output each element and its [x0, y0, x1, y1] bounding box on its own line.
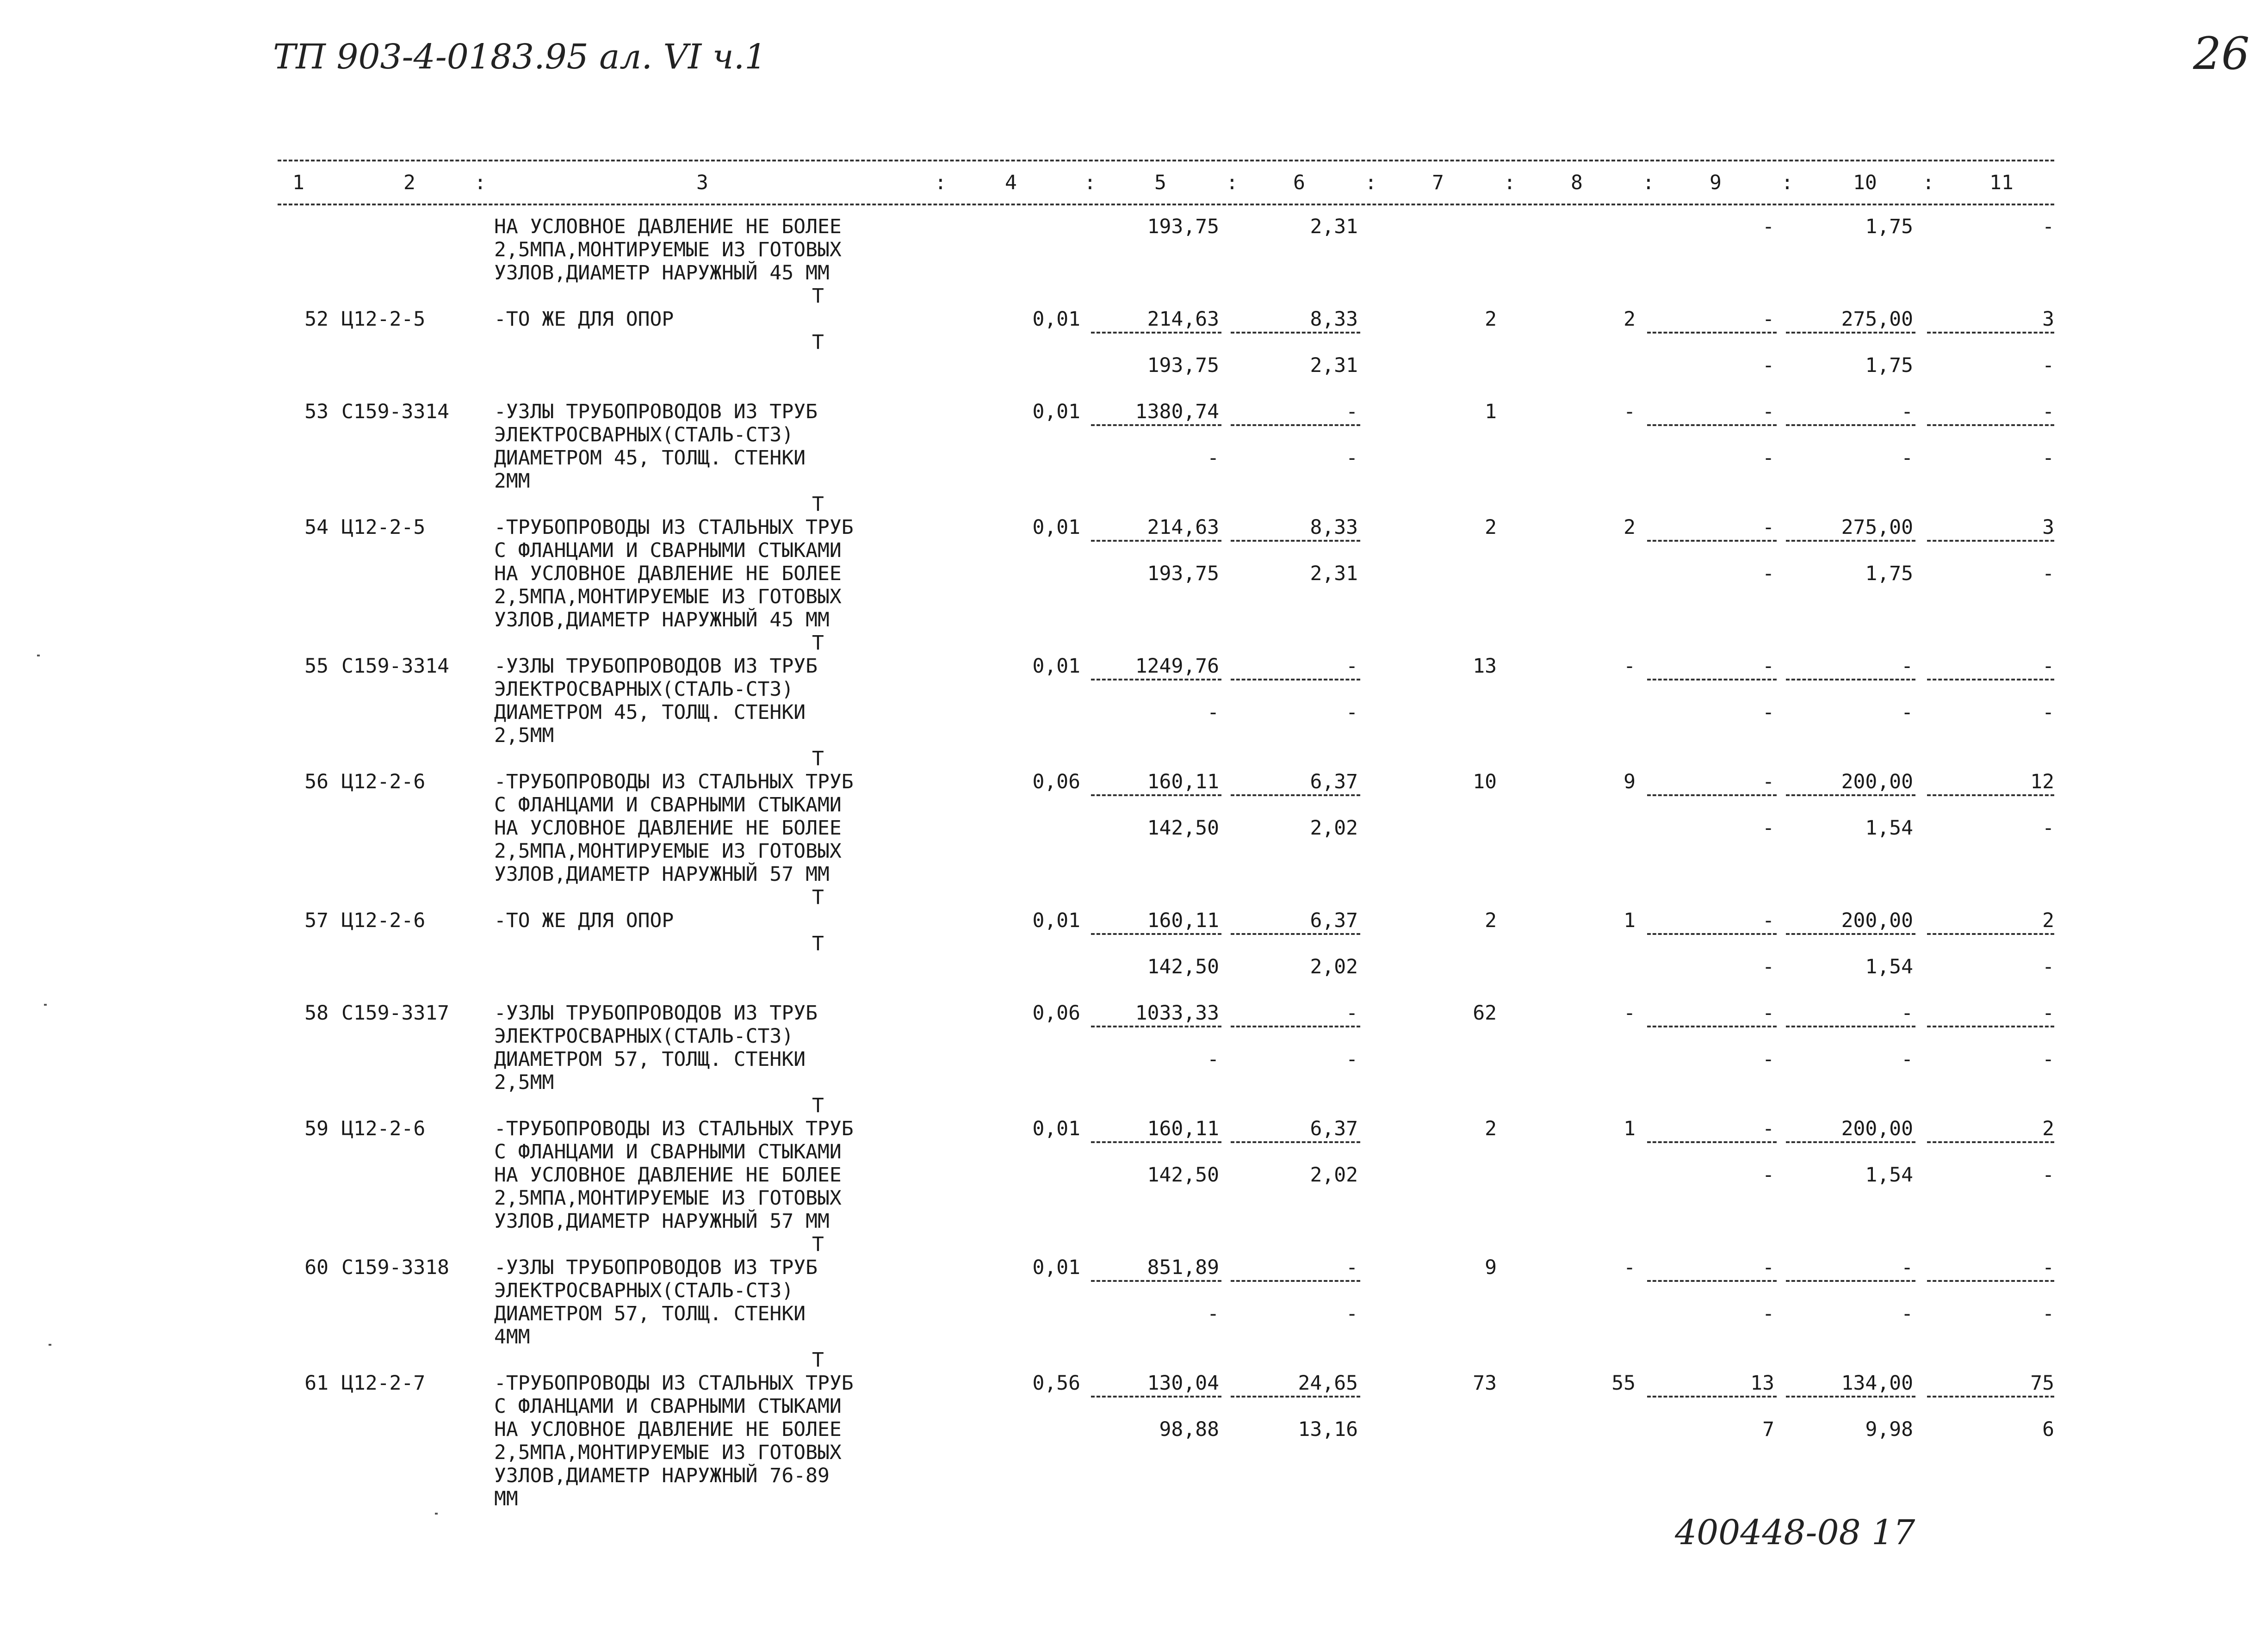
row-description-line: 4ММ [494, 1325, 530, 1348]
cell-c8: - [1624, 1256, 1636, 1279]
row-description-line: -ТРУБОПРОВОДЫ ИЗ СТАЛЬНЫХ ТРУБ [494, 1117, 854, 1140]
cell-c11-lower: - [2042, 354, 2054, 377]
subtotal-separator [1091, 794, 1221, 796]
cell-c11-lower: 6 [2042, 1418, 2054, 1441]
column-header-2: 2 [403, 171, 415, 194]
subtotal-separator [1786, 933, 1915, 935]
row-description-line: УЗЛОВ,ДИАМЕТР НАРУЖНЫЙ 57 ММ [494, 863, 830, 886]
row-code: С159-3314 [341, 400, 449, 423]
row-description-line: 2,5МПА,МОНТИРУЕМЫЕ ИЗ ГОТОВЫХ [494, 1441, 842, 1464]
subtotal-separator [1927, 1280, 2054, 1282]
cell-c11-lower: - [2042, 701, 2054, 724]
row-description-line: 2,5ММ [494, 724, 554, 747]
cell-c5-lower: - [1207, 1302, 1219, 1325]
cell-c5: 214,63 [1147, 516, 1219, 539]
row-unit: Т [812, 932, 824, 955]
scan-speck [37, 655, 40, 656]
cell-c11-lower: - [2042, 446, 2054, 470]
cell-c8: 9 [1624, 770, 1636, 793]
cell-c9-lower: 7 [1762, 1418, 1774, 1441]
cell-c10-lower: - [1901, 446, 1913, 470]
row-unit: Т [812, 1094, 824, 1117]
row-unit: Т [812, 493, 824, 516]
scan-speck [49, 1344, 51, 1346]
cell-c10: 275,00 [1841, 516, 1913, 539]
scan-speck [44, 1004, 47, 1006]
cell-c6: - [1346, 1256, 1358, 1279]
cell-c5-lower: - [1207, 701, 1219, 724]
subtotal-separator [1231, 1026, 1360, 1027]
cell-c10-lower: - [1901, 1302, 1913, 1325]
cell-c5: 1249,76 [1135, 655, 1219, 678]
cell-c6-lower: 2,31 [1310, 354, 1358, 377]
subtotal-separator [1231, 794, 1360, 796]
cell-c6-lower: 13,16 [1298, 1418, 1358, 1441]
cell-c5: 160,11 [1147, 1117, 1219, 1140]
cell-c5: 1380,74 [1135, 400, 1219, 423]
cell-c10: 134,00 [1841, 1372, 1913, 1395]
subtotal-separator [1647, 332, 1777, 334]
cell-c9: 13 [1750, 1372, 1774, 1395]
cell-c7: 2 [1485, 308, 1497, 331]
cell-c10-lower: 1,75 [1865, 215, 1913, 238]
subtotal-separator [1231, 540, 1360, 542]
column-header-7: 7 [1432, 171, 1444, 194]
cell-c5-lower: 142,50 [1147, 1163, 1219, 1187]
cell-c6-lower: 2,02 [1310, 1163, 1358, 1187]
subtotal-separator [1786, 794, 1915, 796]
row-description-line: 2,5МПА,МОНТИРУЕМЫЕ ИЗ ГОТОВЫХ [494, 840, 842, 863]
subtotal-separator [1091, 1396, 1221, 1398]
subtotal-separator [1091, 1141, 1221, 1143]
cell-c11: 2 [2042, 1117, 2054, 1140]
cell-c4: 0,01 [1032, 400, 1080, 423]
cell-c11-lower: - [2042, 1048, 2054, 1071]
subtotal-separator [1927, 679, 2054, 680]
subtotal-separator [1647, 1280, 1777, 1282]
cell-c4: 0,56 [1032, 1372, 1080, 1395]
row-description-line: УЗЛОВ,ДИАМЕТР НАРУЖНЫЙ 76-89 [494, 1464, 830, 1487]
cell-c5-lower: 142,50 [1147, 816, 1219, 840]
row-unit: Т [812, 747, 824, 770]
row-code: Ц12-2-5 [341, 516, 426, 539]
cell-c5-lower: - [1207, 1048, 1219, 1071]
cell-c10: - [1901, 400, 1913, 423]
row-code: Ц12-2-6 [341, 770, 426, 793]
cell-c6: 6,37 [1310, 1117, 1358, 1140]
subtotal-separator [1231, 1280, 1360, 1282]
cell-c11: - [2042, 1256, 2054, 1279]
row-description-line: ДИАМЕТРОМ 45, ТОЛЩ. СТЕНКИ [494, 701, 806, 724]
cell-c4: 0,01 [1032, 1117, 1080, 1140]
cell-c6-lower: 2,31 [1310, 215, 1358, 238]
row-description-line: ЭЛЕКТРОСВАРНЫХ(СТАЛЬ-СТ3) [494, 678, 794, 701]
row-number: 55 [304, 655, 328, 678]
subtotal-separator [1091, 1280, 1221, 1282]
cell-c11-lower: - [2042, 816, 2054, 840]
row-description-line: -УЗЛЫ ТРУБОПРОВОДОВ ИЗ ТРУБ [494, 1256, 818, 1279]
subtotal-separator [1091, 332, 1221, 334]
row-description-line: ДИАМЕТРОМ 57, ТОЛЩ. СТЕНКИ [494, 1048, 806, 1071]
cell-c10: - [1901, 655, 1913, 678]
row-number: 61 [304, 1372, 328, 1395]
row-description-line: -ТО ЖЕ ДЛЯ ОПОР [494, 308, 674, 331]
subtotal-separator [1231, 1141, 1360, 1143]
cell-c8: - [1624, 1002, 1636, 1025]
column-header-6: 6 [1293, 171, 1305, 194]
cell-c5-lower: 193,75 [1147, 562, 1219, 585]
row-description-line: -УЗЛЫ ТРУБОПРОВОДОВ ИЗ ТРУБ [494, 400, 818, 423]
cell-c6: 8,33 [1310, 516, 1358, 539]
cell-c6-lower: - [1346, 1302, 1358, 1325]
cell-c11-lower: - [2042, 562, 2054, 585]
cell-c11: - [2042, 655, 2054, 678]
column-separator: : [935, 171, 947, 194]
cell-c5-lower: 142,50 [1147, 955, 1219, 978]
cell-c10: 200,00 [1841, 770, 1913, 793]
footer-code: 400448-08 17 [1675, 1513, 1915, 1552]
row-number: 59 [304, 1117, 328, 1140]
cell-c8: - [1624, 400, 1636, 423]
cell-c5: 1033,33 [1135, 1002, 1219, 1025]
row-description-line: НА УСЛОВНОЕ ДАВЛЕНИЕ НЕ БОЛЕЕ [494, 1163, 842, 1187]
cell-c7: 2 [1485, 516, 1497, 539]
cell-c6-lower: 2,02 [1310, 816, 1358, 840]
subtotal-separator [1786, 332, 1915, 334]
header-top-rule [278, 160, 2054, 161]
subtotal-separator [1091, 540, 1221, 542]
cell-c10-lower: 1,54 [1865, 955, 1913, 978]
row-code: С159-3314 [341, 655, 449, 678]
cell-c7: 1 [1485, 400, 1497, 423]
subtotal-separator [1786, 424, 1915, 426]
subtotal-separator [1786, 679, 1915, 680]
row-description-line: ЭЛЕКТРОСВАРНЫХ(СТАЛЬ-СТ3) [494, 1025, 794, 1048]
row-unit: Т [812, 1233, 824, 1256]
subtotal-separator [1231, 933, 1360, 935]
row-description-line: С ФЛАНЦАМИ И СВАРНЫМИ СТЫКАМИ [494, 1395, 842, 1418]
cell-c11: 3 [2042, 308, 2054, 331]
row-description-line: ЭЛЕКТРОСВАРНЫХ(СТАЛЬ-СТ3) [494, 423, 794, 446]
row-number: 60 [304, 1256, 328, 1279]
cell-c6-lower: 2,31 [1310, 562, 1358, 585]
cell-c11: - [2042, 400, 2054, 423]
row-description-line: С ФЛАНЦАМИ И СВАРНЫМИ СТЫКАМИ [494, 793, 842, 816]
row-description-line: 2,5ММ [494, 1071, 554, 1094]
cell-c11-lower: - [2042, 1163, 2054, 1187]
subtotal-separator [1091, 679, 1221, 680]
subtotal-separator [1231, 1396, 1360, 1398]
cell-c9: - [1762, 516, 1774, 539]
subtotal-separator [1091, 933, 1221, 935]
cell-c6: 24,65 [1298, 1372, 1358, 1395]
cell-c4: 0,01 [1032, 516, 1080, 539]
cell-c11: 3 [2042, 516, 2054, 539]
cell-c11: 12 [2030, 770, 2054, 793]
column-header-11: 11 [1989, 171, 2014, 194]
cell-c10-lower: 1,75 [1865, 354, 1913, 377]
subtotal-separator [1927, 424, 2054, 426]
column-header-1: 1 [292, 171, 304, 194]
subtotal-separator [1927, 1396, 2054, 1398]
subtotal-separator [1786, 1141, 1915, 1143]
cell-c4: 0,01 [1032, 909, 1080, 932]
cell-c10: 275,00 [1841, 308, 1913, 331]
cell-c10: 200,00 [1841, 909, 1913, 932]
column-separator: : [1365, 171, 1377, 194]
cell-c4: 0,01 [1032, 308, 1080, 331]
subtotal-separator [1786, 540, 1915, 542]
row-unit: Т [812, 631, 824, 655]
cell-c11: - [2042, 1002, 2054, 1025]
page-number: 26 [2193, 28, 2250, 80]
cell-c7: 62 [1473, 1002, 1497, 1025]
cell-c8: - [1624, 655, 1636, 678]
cell-c6: 8,33 [1310, 308, 1358, 331]
cell-c6: - [1346, 400, 1358, 423]
column-header-10: 10 [1853, 171, 1877, 194]
header-stamp: ТП 903-4-0183.95 ал. VI ч.1 [273, 37, 767, 77]
row-unit: Т [812, 1348, 824, 1372]
cell-c9: - [1762, 1117, 1774, 1140]
row-description-line: 2,5МПА,МОНТИРУЕМЫЕ ИЗ ГОТОВЫХ [494, 1187, 842, 1210]
row-code: С159-3317 [341, 1002, 449, 1025]
column-separator: : [1226, 171, 1238, 194]
cell-c10-lower: 1,54 [1865, 1163, 1913, 1187]
subtotal-separator [1927, 540, 2054, 542]
column-separator: : [474, 171, 486, 194]
row-description-line: С ФЛАНЦАМИ И СВАРНЫМИ СТЫКАМИ [494, 539, 842, 562]
cell-c9-lower: - [1762, 1048, 1774, 1071]
cell-c5: 130,04 [1147, 1372, 1219, 1395]
row-description-line: УЗЛОВ,ДИАМЕТР НАРУЖНЫЙ 57 ММ [494, 1210, 830, 1233]
cell-c5-lower: - [1207, 446, 1219, 470]
column-separator: : [1084, 171, 1096, 194]
subtotal-separator [1786, 1396, 1915, 1398]
column-separator: : [1922, 171, 1934, 194]
row-description-line: 2ММ [494, 470, 530, 493]
cell-c7: 13 [1473, 655, 1497, 678]
subtotal-separator [1927, 332, 2054, 334]
cell-c8: 55 [1611, 1372, 1636, 1395]
cell-c11-lower: - [2042, 215, 2054, 238]
column-header-4: 4 [1005, 171, 1017, 194]
cell-c10-lower: 1,75 [1865, 562, 1913, 585]
cell-c9: - [1762, 308, 1774, 331]
subtotal-separator [1927, 933, 2054, 935]
subtotal-separator [1231, 679, 1360, 680]
cell-c5: 851,89 [1147, 1256, 1219, 1279]
cell-c4: 0,01 [1032, 655, 1080, 678]
cell-c9-lower: - [1762, 701, 1774, 724]
cell-c10: - [1901, 1002, 1913, 1025]
subtotal-separator [1927, 1141, 2054, 1143]
subtotal-separator [1647, 679, 1777, 680]
cell-c6-lower: - [1346, 701, 1358, 724]
subtotal-separator [1647, 1396, 1777, 1398]
row-description-line: НА УСЛОВНОЕ ДАВЛЕНИЕ НЕ БОЛЕЕ [494, 816, 842, 840]
cell-c10-lower: - [1901, 1048, 1913, 1071]
cell-c9: - [1762, 400, 1774, 423]
scan-speck [435, 1513, 438, 1515]
subtotal-separator [1647, 794, 1777, 796]
row-number: 57 [304, 909, 328, 932]
column-separator: : [1504, 171, 1516, 194]
subtotal-separator [1647, 540, 1777, 542]
row-description-line: С ФЛАНЦАМИ И СВАРНЫМИ СТЫКАМИ [494, 1140, 842, 1163]
cell-c11: 75 [2030, 1372, 2054, 1395]
subtotal-separator [1927, 1026, 2054, 1027]
subtotal-separator [1786, 1280, 1915, 1282]
column-header-3: 3 [696, 171, 708, 194]
row-description-line: УЗЛОВ,ДИАМЕТР НАРУЖНЫЙ 45 ММ [494, 608, 830, 631]
row-description-line: 2,5МПА,МОНТИРУЕМЫЕ ИЗ ГОТОВЫХ [494, 585, 842, 608]
cell-c4: 0,06 [1032, 770, 1080, 793]
row-description-line: ММ [494, 1487, 518, 1510]
row-number: 58 [304, 1002, 328, 1025]
subtotal-separator [1647, 424, 1777, 426]
cell-c4: 0,06 [1032, 1002, 1080, 1025]
row-code: Ц12-2-5 [341, 308, 426, 331]
cell-c10-lower: 1,54 [1865, 816, 1913, 840]
cell-c11-lower: - [2042, 955, 2054, 978]
row-description-line: ДИАМЕТРОМ 57, ТОЛЩ. СТЕНКИ [494, 1302, 806, 1325]
cell-c7: 2 [1485, 1117, 1497, 1140]
row-unit: Т [812, 886, 824, 909]
column-header-9: 9 [1710, 171, 1722, 194]
subtotal-separator [1647, 1141, 1777, 1143]
subtotal-separator [1091, 1026, 1221, 1027]
cell-c9: - [1762, 770, 1774, 793]
cell-c9-lower: - [1762, 1163, 1774, 1187]
cell-c6: 6,37 [1310, 770, 1358, 793]
subtotal-separator [1927, 794, 2054, 796]
cell-c10: 200,00 [1841, 1117, 1913, 1140]
cell-c6: - [1346, 1002, 1358, 1025]
cell-c7: 2 [1485, 909, 1497, 932]
cell-c7: 10 [1473, 770, 1497, 793]
cell-c5-lower: 98,88 [1159, 1418, 1219, 1441]
cell-c5-lower: 193,75 [1147, 354, 1219, 377]
cell-c9-lower: - [1762, 562, 1774, 585]
cell-c5: 160,11 [1147, 909, 1219, 932]
header-bottom-rule [278, 204, 2054, 205]
row-description-line: -ТО ЖЕ ДЛЯ ОПОР [494, 909, 674, 932]
row-description-line: НА УСЛОВНОЕ ДАВЛЕНИЕ НЕ БОЛЕЕ [494, 562, 842, 585]
row-unit: Т [812, 285, 824, 308]
cell-c5-lower: 193,75 [1147, 215, 1219, 238]
row-description-line: УЗЛОВ,ДИАМЕТР НАРУЖНЫЙ 45 ММ [494, 261, 830, 285]
column-separator: : [1642, 171, 1655, 194]
subtotal-separator [1091, 424, 1221, 426]
subtotal-separator [1647, 933, 1777, 935]
cell-c8: 2 [1624, 308, 1636, 331]
cell-c9-lower: - [1762, 955, 1774, 978]
subtotal-separator [1231, 332, 1360, 334]
cell-c9: - [1762, 1256, 1774, 1279]
row-code: Ц12-2-6 [341, 1117, 426, 1140]
cell-c7: 73 [1473, 1372, 1497, 1395]
row-description-line: -УЗЛЫ ТРУБОПРОВОДОВ ИЗ ТРУБ [494, 1002, 818, 1025]
row-unit: Т [812, 331, 824, 354]
cell-c9-lower: - [1762, 354, 1774, 377]
subtotal-separator [1647, 1026, 1777, 1027]
cell-c11-lower: - [2042, 1302, 2054, 1325]
cell-c6: - [1346, 655, 1358, 678]
row-description-line: НА УСЛОВНОЕ ДАВЛЕНИЕ НЕ БОЛЕЕ [494, 215, 842, 238]
cell-c9: - [1762, 909, 1774, 932]
row-number: 54 [304, 516, 328, 539]
cell-c9-lower: - [1762, 215, 1774, 238]
row-code: Ц12-2-6 [341, 909, 426, 932]
cell-c8: 1 [1624, 909, 1636, 932]
subtotal-separator [1231, 424, 1360, 426]
cell-c8: 1 [1624, 1117, 1636, 1140]
cell-c11: 2 [2042, 909, 2054, 932]
cell-c6-lower: 2,02 [1310, 955, 1358, 978]
cell-c6-lower: - [1346, 1048, 1358, 1071]
cell-c9-lower: - [1762, 446, 1774, 470]
cell-c5: 160,11 [1147, 770, 1219, 793]
cell-c4: 0,01 [1032, 1256, 1080, 1279]
cell-c6: 6,37 [1310, 909, 1358, 932]
row-number: 52 [304, 308, 328, 331]
cell-c5: 214,63 [1147, 308, 1219, 331]
subtotal-separator [1786, 1026, 1915, 1027]
row-code: Ц12-2-7 [341, 1372, 426, 1395]
cell-c9: - [1762, 655, 1774, 678]
cell-c9-lower: - [1762, 816, 1774, 840]
row-code: С159-3318 [341, 1256, 449, 1279]
row-number: 53 [304, 400, 328, 423]
cell-c10-lower: - [1901, 701, 1913, 724]
column-header-8: 8 [1571, 171, 1583, 194]
row-description-line: 2,5МПА,МОНТИРУЕМЫЕ ИЗ ГОТОВЫХ [494, 238, 842, 261]
row-description-line: -УЗЛЫ ТРУБОПРОВОДОВ ИЗ ТРУБ [494, 655, 818, 678]
row-description-line: ДИАМЕТРОМ 45, ТОЛЩ. СТЕНКИ [494, 446, 806, 470]
row-description-line: -ТРУБОПРОВОДЫ ИЗ СТАЛЬНЫХ ТРУБ [494, 1372, 854, 1395]
cell-c7: 9 [1485, 1256, 1497, 1279]
column-separator: : [1781, 171, 1793, 194]
row-description-line: -ТРУБОПРОВОДЫ ИЗ СТАЛЬНЫХ ТРУБ [494, 516, 854, 539]
row-description-line: -ТРУБОПРОВОДЫ ИЗ СТАЛЬНЫХ ТРУБ [494, 770, 854, 793]
cell-c9-lower: - [1762, 1302, 1774, 1325]
cell-c6-lower: - [1346, 446, 1358, 470]
row-description-line: НА УСЛОВНОЕ ДАВЛЕНИЕ НЕ БОЛЕЕ [494, 1418, 842, 1441]
row-number: 56 [304, 770, 328, 793]
cell-c10-lower: 9,98 [1865, 1418, 1913, 1441]
column-header-5: 5 [1154, 171, 1166, 194]
cell-c8: 2 [1624, 516, 1636, 539]
cell-c10: - [1901, 1256, 1913, 1279]
cell-c9: - [1762, 1002, 1774, 1025]
row-description-line: ЭЛЕКТРОСВАРНЫХ(СТАЛЬ-СТ3) [494, 1279, 794, 1302]
